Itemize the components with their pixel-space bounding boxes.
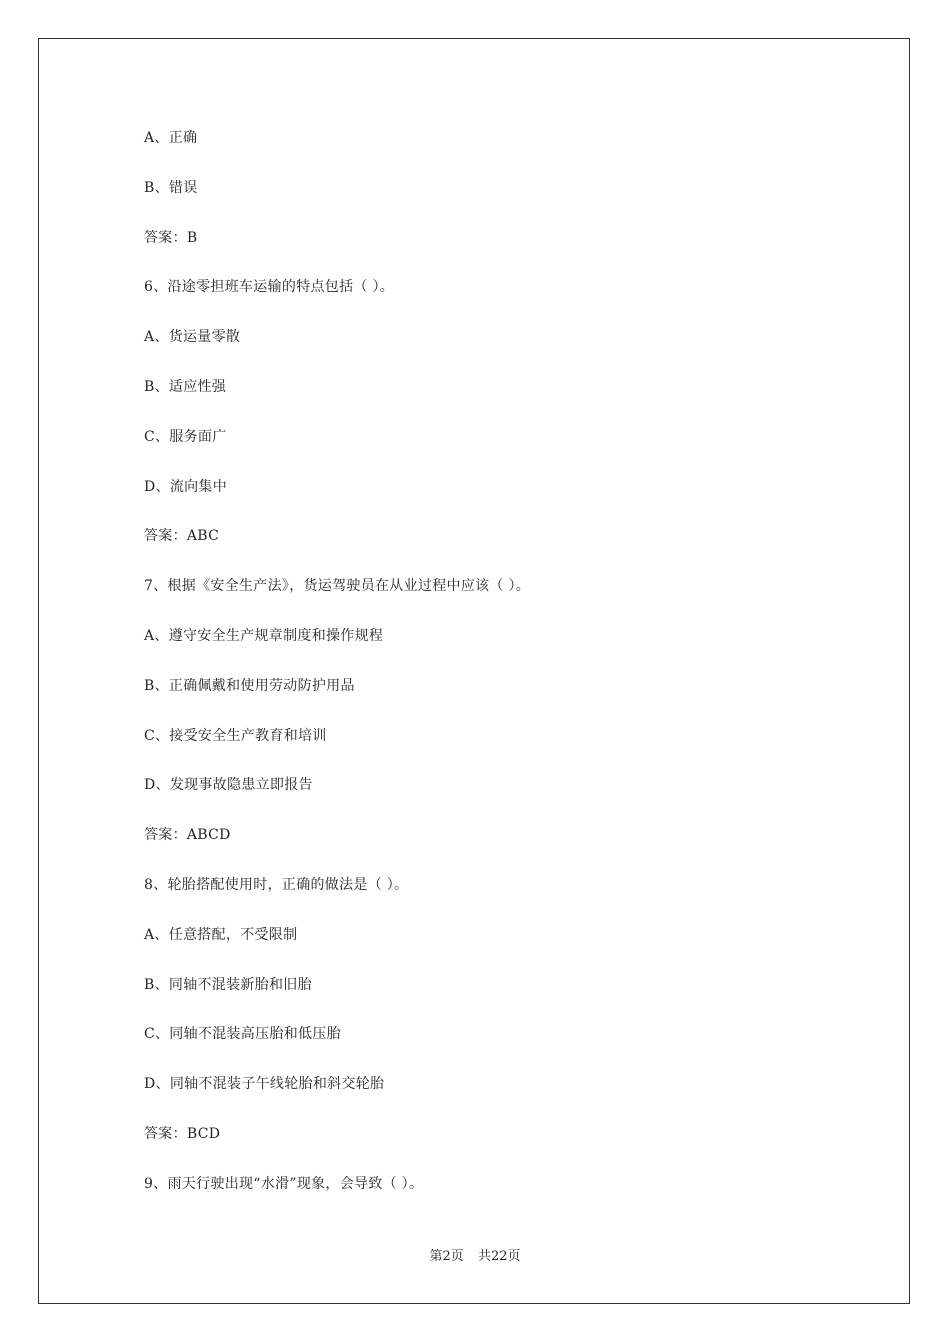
option-7a: A、遵守安全生产规章制度和操作规程: [144, 627, 384, 644]
page-number: 第2页: [429, 1249, 464, 1264]
answer-6: 答案：ABC: [144, 528, 220, 545]
question-7: 7、根据《安全生产法》，货运驾驶员在从业过程中应该（ ）。: [144, 578, 531, 595]
option-6b: B、适应性强: [144, 378, 227, 395]
answer-5: 答案：B: [144, 229, 198, 246]
question-9: 9、雨天行驶出现“水滑”现象，会导致（ ）。: [144, 1175, 424, 1192]
option-6c: C、服务面广: [144, 428, 227, 445]
option-6d: D、流向集中: [144, 478, 228, 495]
option-7c: C、接受安全生产教育和培训: [144, 727, 327, 744]
option-8c: C、同轴不混装高压胎和低压胎: [144, 1026, 341, 1043]
page-total: 共22页: [477, 1249, 521, 1264]
option-7b: B、正确佩戴和使用劳动防护用品: [144, 677, 355, 694]
answer-8: 答案：BCD: [144, 1125, 221, 1142]
option-7d: D、发现事故隐患立即报告: [144, 777, 313, 794]
option-6a: A、货运量零散: [144, 329, 241, 346]
option-8d: D、同轴不混装子午线轮胎和斜交轮胎: [144, 1076, 385, 1093]
option-5b: B、错误: [144, 179, 198, 196]
option-8b: B、同轴不混装新胎和旧胎: [144, 976, 312, 993]
question-6: 6、沿途零担班车运输的特点包括（ ）。: [144, 279, 395, 296]
page-footer: [0, 1248, 950, 1266]
document-body: [144, 126, 844, 1222]
question-8: 8、轮胎搭配使用时，正确的做法是（ ）。: [144, 876, 409, 893]
option-5a: A、正确: [144, 130, 198, 146]
option-8a: A、任意搭配，不受限制: [144, 926, 298, 943]
answer-7: 答案：ABCD: [144, 827, 231, 844]
